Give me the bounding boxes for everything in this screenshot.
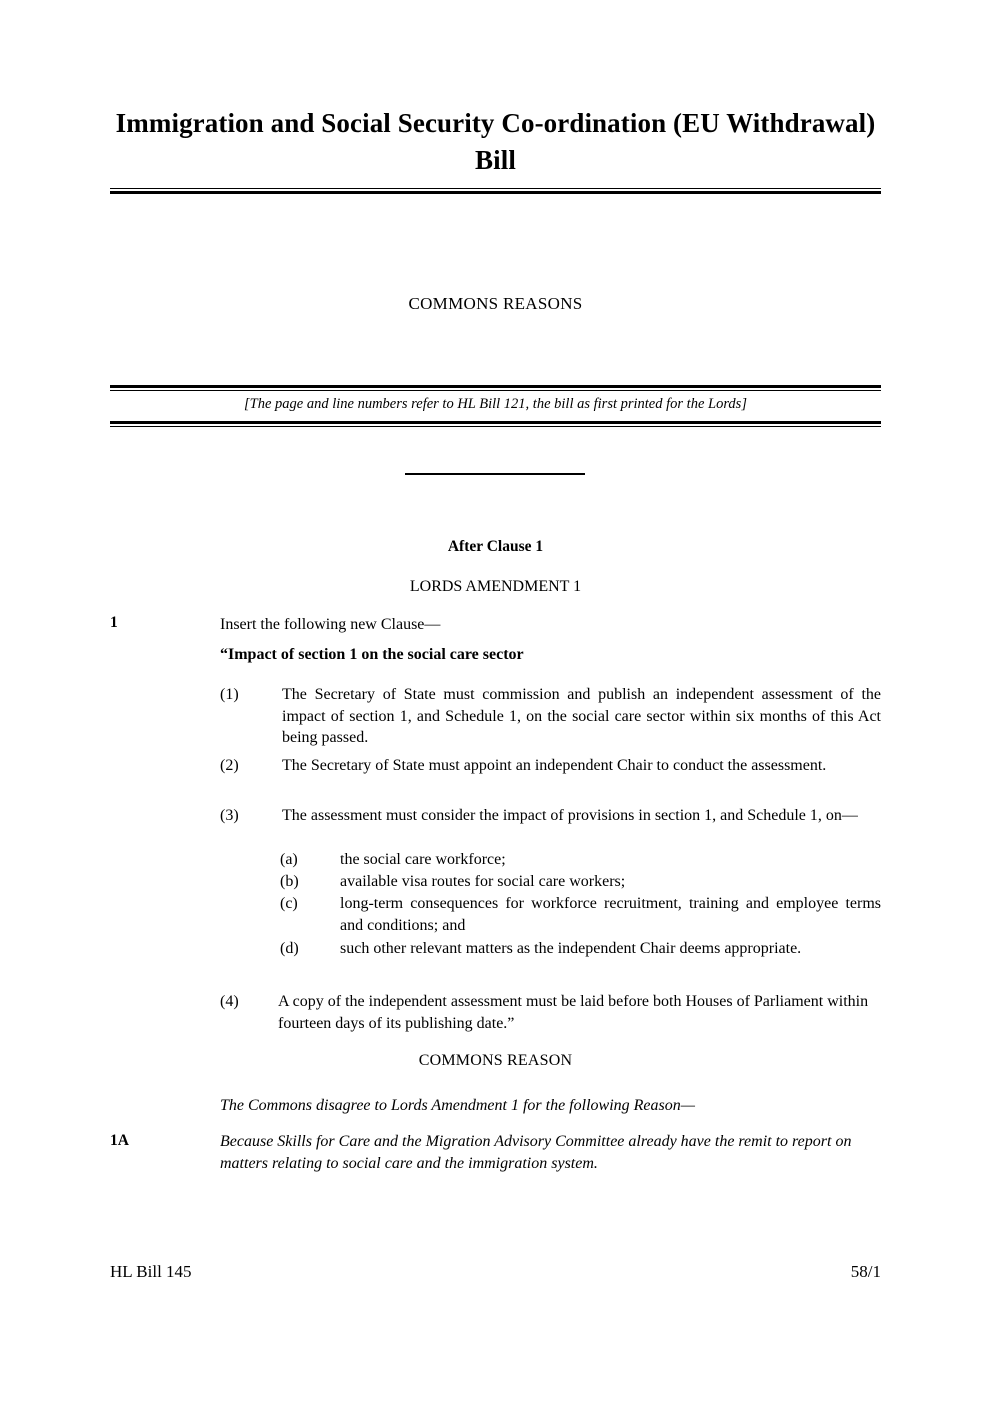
- title-divider-rule: [110, 188, 881, 194]
- commons-reasons-heading: COMMONS REASONS: [408, 294, 583, 313]
- subsection-1: [220, 684, 881, 749]
- note-bottom-rule: [110, 421, 881, 427]
- insert-instruction: Insert the following new Clause—: [220, 616, 441, 633]
- marginal-number-reason: 1A: [110, 1132, 129, 1149]
- new-clause-title: “Impact of section 1 on the social care sector: [220, 646, 524, 663]
- note-top-rule: [110, 385, 881, 391]
- subitem-a-text: the social care workforce;: [340, 851, 506, 868]
- subsection-3-marker: (3): [220, 807, 239, 824]
- subitem-d-marker: (d): [280, 940, 299, 957]
- page-line-number-note: [The page and line numbers refer to HL Bill 121, the bill as first printed for the Lords]: [244, 396, 747, 412]
- footer-bill-number: HL Bill 145: [110, 1262, 192, 1281]
- commons-reason-preamble: The Commons disagree to Lords Amendment 1 for the following Reason—: [220, 1097, 695, 1114]
- subitem-c-marker: (c): [280, 895, 298, 912]
- subsection-3-text: The assessment must consider the impact of provisions in section 1, and Schedule 1, on—: [282, 807, 858, 824]
- subitem-b-marker: (b): [280, 873, 299, 890]
- subsection-4-marker: (4): [220, 993, 239, 1010]
- subsection-3: [220, 805, 881, 827]
- subsection-4-text: A copy of the independent assessment must be laid before both Houses of Parliament within fourteen days of its publishing date.”: [278, 993, 869, 1032]
- subsection-1-marker: (1): [220, 686, 239, 703]
- subitem-a-marker: (a): [280, 851, 298, 868]
- subsection-2-text: The Secretary of State must appoint an independent Chair to conduct the assessment.: [282, 757, 827, 774]
- subitem-d-text: such other relevant matters as the independent Chair deems appropriate.: [340, 940, 802, 957]
- subitem-c-text: long-term consequences for workforce recruitment, training and employee terms and conditions; and: [340, 895, 881, 934]
- subsection-2: [220, 755, 881, 777]
- subsection-1-text: The Secretary of State must commission and publish an independent assessment of the impact of section 1, and Schedule 1, on the social care sector within six months of this Act being passed.: [282, 686, 881, 746]
- after-clause-heading: After Clause 1: [447, 538, 544, 555]
- subitem-b: [280, 871, 881, 893]
- subsection-4: [220, 991, 885, 1034]
- commons-reason-text: Because Skills for Care and the Migration Advisory Committee already have the remit to report on matters relating to social care and the immigration system.: [220, 1133, 852, 1172]
- commons-reason-heading: COMMONS REASON: [418, 1052, 573, 1069]
- subsection-2-marker: (2): [220, 757, 239, 774]
- marginal-number-amendment: 1: [110, 614, 118, 631]
- lords-amendment-heading: LORDS AMENDMENT 1: [409, 578, 582, 595]
- page-title: Immigration and Social Security Co-ordination (EU Withdrawal) Bill: [115, 108, 876, 175]
- subitem-b-text: available visa routes for social care workers;: [340, 873, 626, 890]
- subitem-a: [280, 849, 881, 871]
- subitem-d: [280, 938, 881, 960]
- footer-page-reference: 58/1: [850, 1262, 881, 1281]
- section-separator-rule: [405, 473, 585, 475]
- subitem-c: [280, 893, 881, 936]
